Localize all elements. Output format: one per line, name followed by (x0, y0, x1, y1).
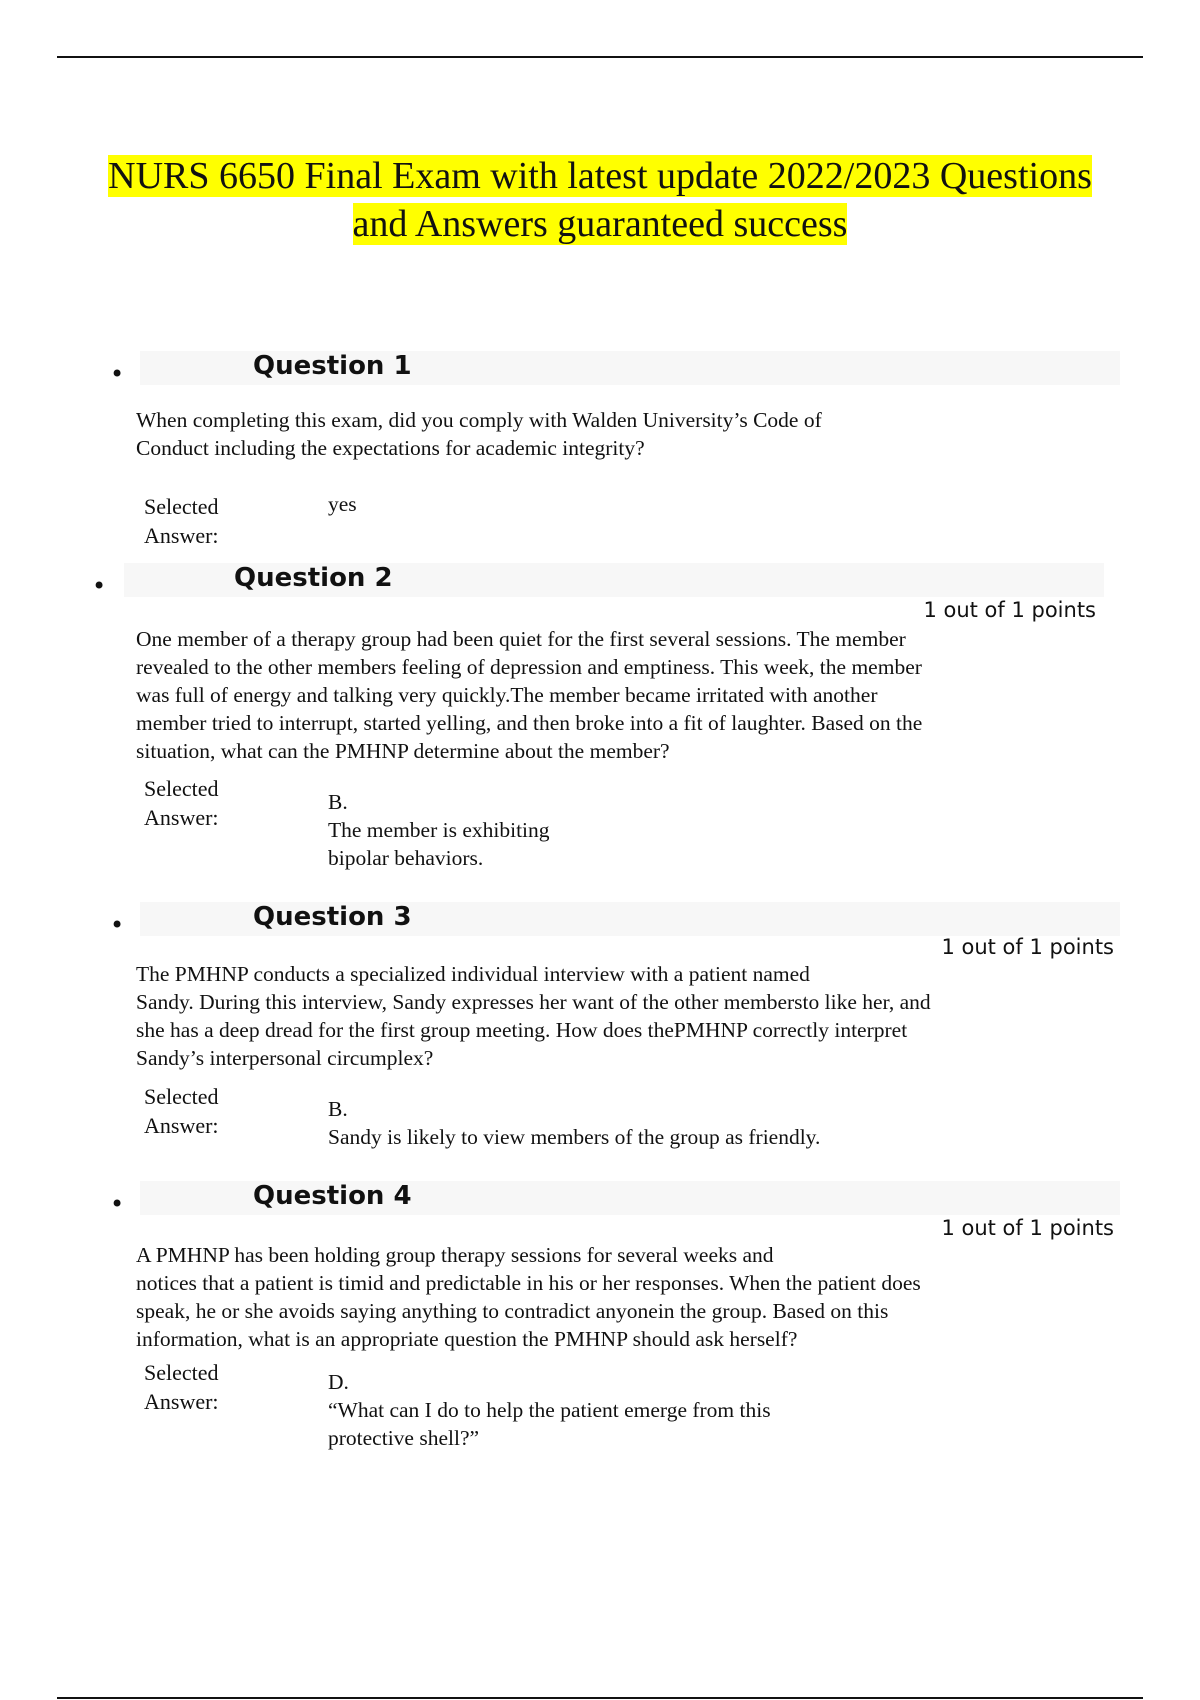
question-1-answer: yes (328, 492, 357, 516)
question-2-answer-label: Selected Answer: (144, 776, 219, 830)
question-1-answer-label: Selected Answer: (144, 494, 219, 548)
question-2-title: Question 2 (234, 563, 393, 593)
bullet-icon: • (110, 360, 125, 388)
question-2-text: One member of a therapy group had been quiet for the first several sessions. The member revealed to the other members feeling of depression and emptiness. This week, the member was full of energy and talking very quickly.The member became irritated with another member tried to interrupt, started yelling, and then broke into a fit of laughter. Based on the situation, what can the PMHNP determine about the member? (136, 627, 923, 763)
question-4-answer-label: Selected Answer: (144, 1360, 219, 1414)
question-3-answer-label: Selected Answer: (144, 1084, 219, 1138)
question-2-answer: B. The member is exhibiting bipolar behaviors. (328, 790, 550, 870)
question-3-points: 1 out of 1 points (941, 935, 1114, 959)
title-line-2: and Answers guaranteed success (352, 203, 848, 245)
question-1-title: Question 1 (253, 351, 412, 381)
bullet-icon: • (110, 1190, 125, 1218)
question-4-title: Question 4 (253, 1181, 412, 1211)
question-4-answer: D. “What can I do to help the patient emerge from this protective shell?” (328, 1370, 771, 1450)
page-title (60, 152, 1140, 248)
question-4-points: 1 out of 1 points (941, 1216, 1114, 1240)
question-3-answer: B. Sandy is likely to view members of the group as friendly. (328, 1097, 821, 1149)
top-rule (57, 56, 1143, 58)
question-3-title: Question 3 (253, 902, 412, 932)
bullet-icon: • (92, 572, 107, 600)
question-4-text: A PMHNP has been holding group therapy sessions for several weeks and notices that a patient is timid and predictable in his or her responses. When the patient does speak, he or she avoids saying anything to contradict anyonein the group. Based on this information, what is an appropriate question the PMHNP should ask herself? (136, 1243, 921, 1351)
bottom-rule (57, 1697, 1143, 1699)
question-1-text: When completing this exam, did you comply with Walden University’s Code of Conduct including the expectations for academic integrity? (136, 408, 822, 460)
bullet-icon: • (110, 911, 125, 939)
question-2-points: 1 out of 1 points (923, 598, 1096, 622)
question-3-text: The PMHNP conducts a specialized individual interview with a patient named Sandy. During this interview, Sandy expresses her want of the other membersto like her, and she has a deep dread for the first group meeting. How does thePMHNP correctly interpret Sandy’s interpersonal circumplex? (136, 962, 931, 1070)
title-line-1: NURS 6650 Final Exam with latest update 2022/2023 Questions (108, 155, 1092, 197)
